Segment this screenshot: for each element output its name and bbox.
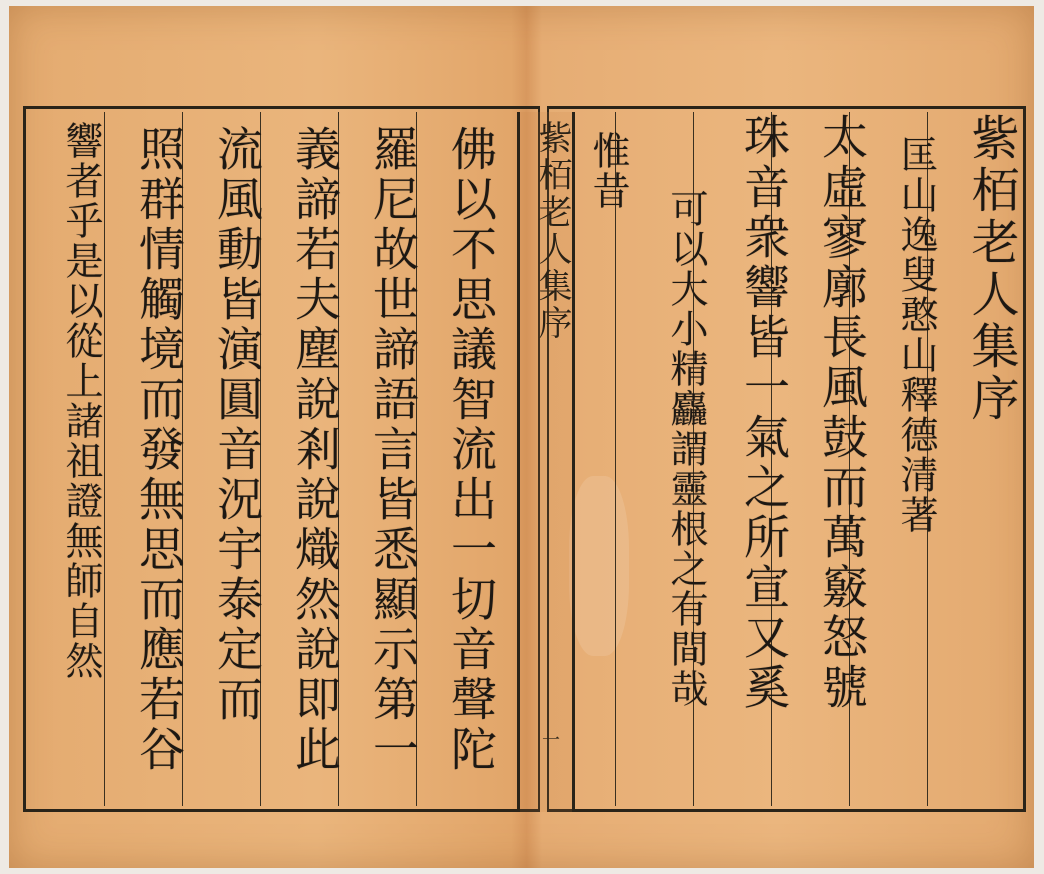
book-spread: [9, 6, 1034, 868]
left-page-frame: [23, 106, 572, 812]
text-column-5: 照群情觸境而發無思而應若谷: [132, 125, 186, 775]
spine-strip: [517, 112, 575, 812]
text-column-1: 太虛寥廓長風鼓而萬竅怒號: [815, 113, 869, 713]
column-rule: [615, 112, 616, 806]
text-column-1: 佛以不思議智流出一切音聲陀: [444, 125, 498, 775]
text-column-4: 流風動皆演圓音況宇泰定而: [210, 125, 264, 725]
text-column-2: 羅尼故世諦語言皆悉顯示第一: [366, 125, 420, 775]
text-column-3: 可以大小精麤謂靈根之有間哉: [664, 189, 708, 709]
text-column-2: 珠音衆響皆一氣之所宣又奚: [737, 113, 791, 713]
text-column-6: 響者乎是以從上諸祖證無師自然: [59, 121, 103, 681]
author-line: 匡山逸叟憨山釋德清著: [894, 135, 938, 535]
spine-title: 紫栢老人集序: [532, 120, 572, 342]
text-column-4: 惟昔: [586, 131, 630, 211]
text-column-3: 義諦若夫塵說剎說熾然說即此: [288, 125, 342, 775]
page-number: 一: [542, 730, 560, 751]
right-page-frame: [547, 106, 1026, 812]
preface-title: 紫栢老人集序: [963, 113, 1019, 425]
